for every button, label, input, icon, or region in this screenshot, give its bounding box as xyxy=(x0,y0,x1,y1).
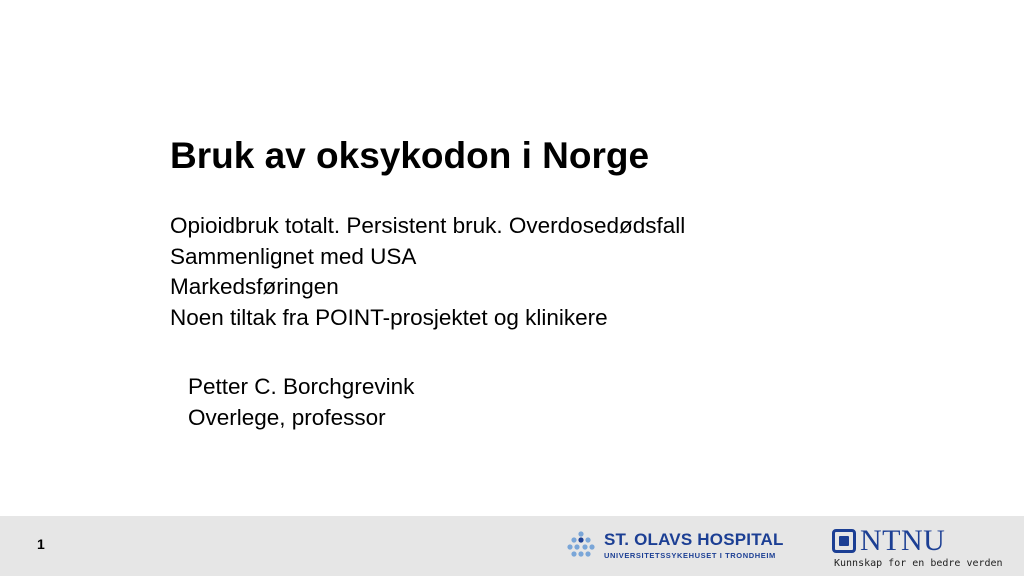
topic-item: Opioidbruk totalt. Persistent bruk. Overdosedødsfall xyxy=(170,213,686,238)
slide-title: Bruk av oksykodon i Norge xyxy=(170,135,650,176)
author-role: Overlege, professor xyxy=(188,404,386,430)
ntnu-mark-icon xyxy=(832,529,856,553)
st-olavs-dots-icon xyxy=(566,530,596,560)
st-olavs-hospital-logo xyxy=(566,526,790,566)
topic-item: Markedsføringen xyxy=(170,274,339,299)
author-name: Petter C. Borchgrevink xyxy=(188,374,415,399)
page-number: 1 xyxy=(37,536,45,552)
ntnu-tagline: Kunnskap for en bedre verden xyxy=(834,558,1003,569)
topic-item: Noen tiltak fra POINT-prosjektet og klinikere xyxy=(170,304,608,330)
ntnu-logo xyxy=(828,522,1013,572)
st-olavs-name: ST. OLAVS HOSPITAL xyxy=(604,530,784,549)
st-olavs-subtitle: UNIVERSITETSSYKEHUSET I TRONDHEIM xyxy=(604,551,776,560)
slide-footer xyxy=(0,516,1024,576)
topic-item: Sammenlignet med USA xyxy=(170,243,417,269)
author-block xyxy=(188,372,414,433)
ntnu-name: NTNU xyxy=(860,524,946,557)
topic-list xyxy=(170,211,685,333)
